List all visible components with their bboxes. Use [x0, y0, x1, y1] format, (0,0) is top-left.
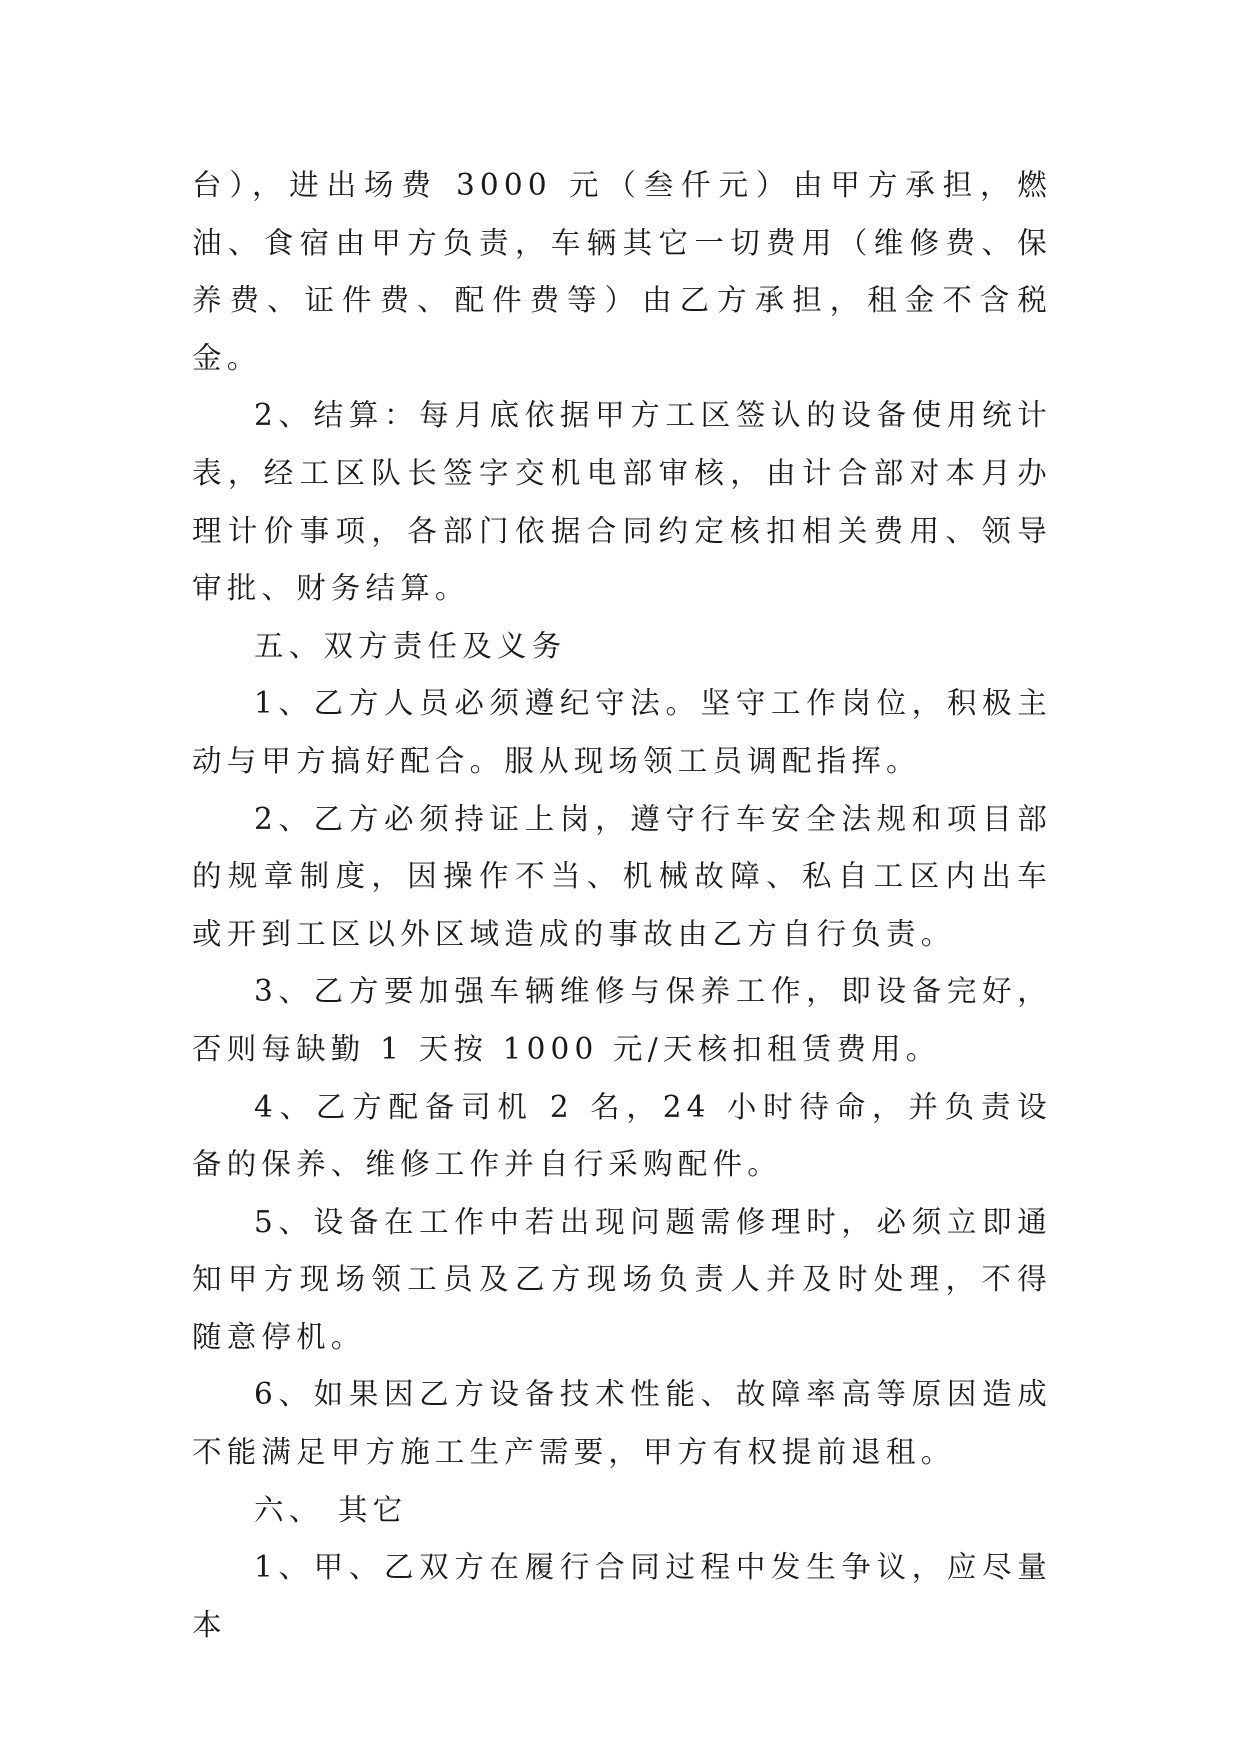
paragraph-duty-4: 4、乙方配备司机 2 名，24 小时待命，并负责设备的保养、维修工作并自行采购配件。 [192, 1089, 1052, 1182]
paragraph-duty-6: 6、如果因乙方设备技术性能、故障率高等原因造成不能满足甲方施工生产需要，甲方有权提前退租。 [192, 1377, 1052, 1470]
paragraph-duty-3: 3、乙方要加强车辆维修与保养工作，即设备完好，否则每缺勤 1 天按 1000 元/天核扣租赁费用。 [192, 974, 1052, 1066]
paragraph-duty-2: 2、乙方必须持证上岗，遵守行车安全法规和项目部的规章制度，因操作不当、机械故障、私自工区内出车或开到工区以外区域造成的事故由乙方自行负责。 [192, 801, 1052, 951]
paragraph-settlement: 2、结算：每月底依据甲方工区签认的设备使用统计表，经工区队长签字交机电部审核，由计合部对本月办理计价事项，各部门依据合同约定核扣相关费用、领导审批、财务结算。 [192, 398, 1052, 606]
paragraph-fees: 台），进出场费 3000 元（叁仟元）由甲方承担，燃油、食宿由甲方负责，车辆其它一切费用（维修费、保养费、证件费、配件费等）由乙方承担，租金不含税金。 [192, 168, 1052, 375]
paragraph-other-1: 1、甲、乙双方在履行合同过程中发生争议，应尽量本 [192, 1550, 1052, 1642]
section-heading-responsibilities: 五、双方责任及义务 [254, 628, 567, 663]
paragraph-duty-1: 1、乙方人员必须遵纪守法。坚守工作岗位，积极主动与甲方搞好配合。服从现场领工员调配指挥。 [192, 686, 1052, 778]
document-body [192, 157, 1052, 1654]
section-heading-other: 六、 其它 [254, 1492, 408, 1527]
paragraph-duty-5: 5、设备在工作中若出现问题需修理时，必须立即通知甲方现场领工员及乙方现场负责人并及时处理，不得随意停机。 [192, 1204, 1052, 1354]
